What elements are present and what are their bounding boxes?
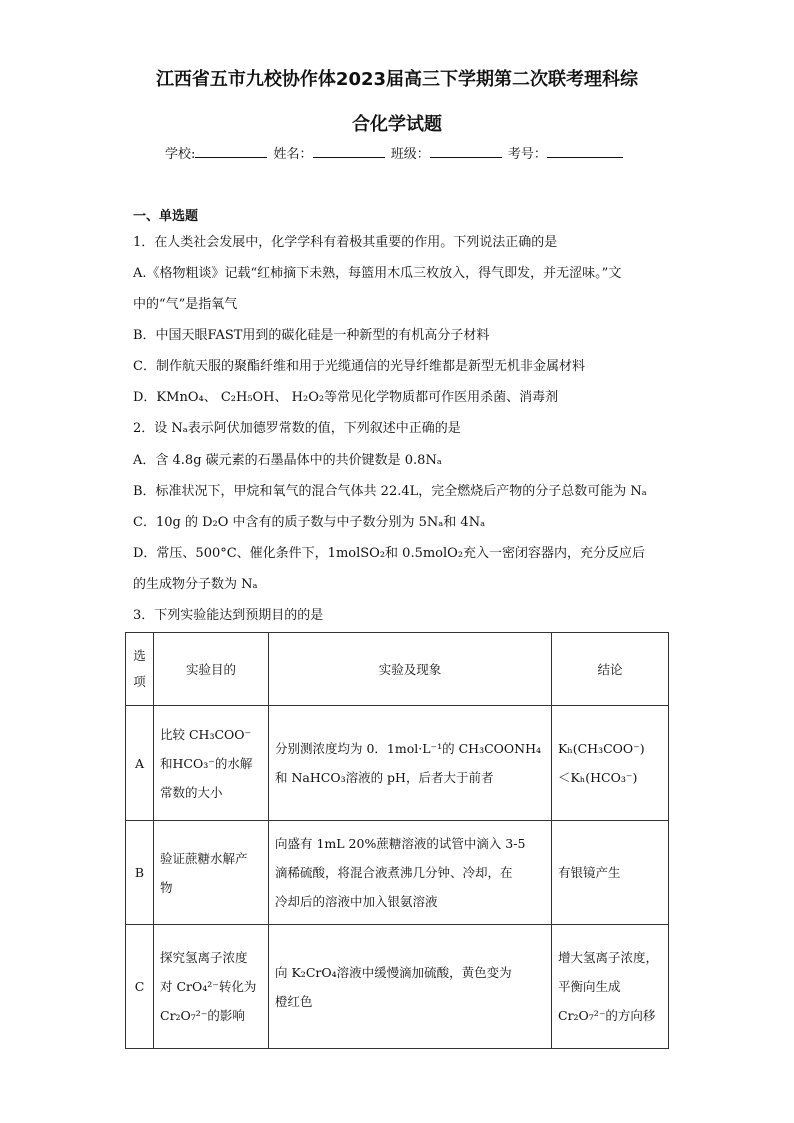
student-info-row xyxy=(165,143,625,165)
q2-option-c: C．10g 的 D₂O 中含有的质子数与中子数分别为 5Nₐ和 4Nₐ xyxy=(133,515,486,530)
cell-line: 验证蔗糖水解产 xyxy=(160,850,248,866)
q3-table xyxy=(125,632,669,1049)
q2-option-d-line2: 的生成物分子数为 Nₐ xyxy=(133,577,258,592)
table-row xyxy=(126,706,669,821)
q2-stem: 2．设 Nₐ表示阿伏加德罗常数的值，下列叙述中正确的是 xyxy=(133,421,461,436)
exam-title-line1: 江西省五市九校协作体2023届高三下学期第二次联考理科综 xyxy=(155,69,639,90)
cell-line: Cr₂O₇²⁻的影响 xyxy=(160,1008,245,1023)
q1-stem: 1．在人类社会发展中，化学学科有着极其重要的作用。下列说法正确的是 xyxy=(133,235,558,250)
row-b-option: B xyxy=(126,821,154,925)
cell-line: 滴稀硫酸，将混合液煮沸几分钟、冷却，在 xyxy=(275,865,513,880)
table-row xyxy=(126,821,669,925)
row-c-conclusion xyxy=(552,925,669,1049)
header-purpose: 实验目的 xyxy=(154,633,269,706)
section-heading: 一、单选题 xyxy=(133,209,199,224)
cell-line: ＜Kₕ(HCO₃⁻) xyxy=(558,770,638,785)
exam-no-label: 考号： xyxy=(507,147,547,162)
row-c-procedure xyxy=(269,925,552,1049)
row-b-procedure xyxy=(269,821,552,925)
name-blank[interactable] xyxy=(313,143,385,158)
exam-no-blank[interactable] xyxy=(547,143,623,158)
q1-option-b: B．中国天眼FAST用到的碳化硅是一种新型的有机高分子材料 xyxy=(133,328,490,343)
name-label: 姓名： xyxy=(273,147,313,162)
q1-option-a-line2: 中的“气”是指氧气 xyxy=(133,297,238,312)
row-b-purpose xyxy=(154,821,269,925)
school-label: 学校: xyxy=(165,147,196,162)
cell-line: 对 CrO₄²⁻转化为 xyxy=(160,979,257,994)
school-blank[interactable] xyxy=(195,143,267,158)
row-a-purpose xyxy=(154,706,269,821)
class-blank[interactable] xyxy=(430,143,502,158)
class-label: 班级： xyxy=(390,147,430,162)
cell-line: 向 K₂CrO₄溶液中缓慢滴加硫酸，黄色变为 xyxy=(275,964,512,980)
header-procedure: 实验及现象 xyxy=(269,633,552,706)
cell-line: 和HCO₃⁻的水解 xyxy=(160,755,253,771)
row-c-purpose xyxy=(154,925,269,1049)
q1-option-c: C．制作航天服的聚酯纤维和用于光缆通信的光导纤维都是新型无机非金属材料 xyxy=(133,359,585,374)
cell-line: Kₕ(CH₃COO⁻) xyxy=(558,741,645,756)
row-a-procedure xyxy=(269,706,552,821)
q1-option-a-line1: A.《格物粗谈》记载“红柿摘下未熟，每篮用木瓜三枚放入，得气即发，并无涩味。”文 xyxy=(133,266,622,281)
cell-line: Cr₂O₇²⁻的方向移 xyxy=(558,1008,656,1023)
q2-option-a: A．含 4.8g 碳元素的石墨晶体中的共价键数是 0.8Nₐ xyxy=(133,453,442,468)
header-option xyxy=(126,633,154,706)
cell-line: 比较 CH₃COO⁻ xyxy=(160,726,252,742)
q3-stem: 3．下列实验能达到预期目的的是 xyxy=(133,608,324,623)
cell-line: 冷却后的溶液中加入银氨溶液 xyxy=(275,894,438,909)
row-a-conclusion xyxy=(552,706,669,821)
cell-line: 向盛有 1mL 20%蔗糖溶液的试管中滴入 3-5 xyxy=(275,836,526,851)
cell-line: 增大氢离子浓度， xyxy=(558,950,659,965)
header-conclusion: 结论 xyxy=(552,633,669,706)
cell-line: 平衡向生成 xyxy=(558,979,621,994)
q2-option-b: B．标准状况下，甲烷和氧气的混合气体共 22.4L，完全燃烧后产物的分子总数可能为 Nₐ xyxy=(133,484,647,499)
cell-line: 探究氢离子浓度 xyxy=(160,950,248,965)
cell-line: 常数的大小 xyxy=(160,784,223,800)
exam-title-line2: 合化学试题 xyxy=(352,114,442,135)
row-b-conclusion xyxy=(552,821,669,925)
cell-line: 物 xyxy=(160,879,173,895)
cell-line: 橙红色 xyxy=(275,993,313,1009)
cell-line: 和 NaHCO₃溶液的 pH，后者大于前者 xyxy=(275,770,494,785)
cell-line: 有银镜产生 xyxy=(558,865,621,880)
q1-option-d: D．KMnO₄、 C₂H₅OH、 H₂O₂等常见化学物质都可作医用杀菌、消毒剂 xyxy=(133,390,559,405)
table-row xyxy=(126,925,669,1049)
table-header-row xyxy=(126,633,669,706)
row-c-option: C xyxy=(126,925,154,1049)
q2-option-d-line1: D．常压、500°C、催化条件下，1molSO₂和 0.5molO₂充入一密闭容器内，充分反应后 xyxy=(133,546,646,561)
row-a-option: A xyxy=(126,706,154,821)
header-option-text: 选项 xyxy=(133,648,146,689)
cell-line: 分别测浓度均为 0．1mol·L⁻¹的 CH₃COONH₄ xyxy=(275,741,541,756)
